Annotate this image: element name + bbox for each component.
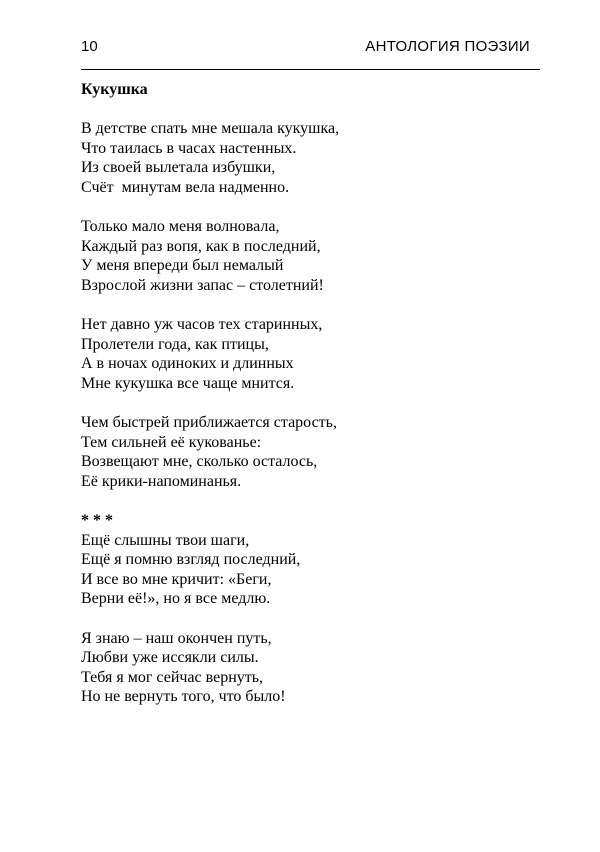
poem-line: И все во мне кричит: «Беги, [81, 570, 272, 588]
poem-title: Кукушка [81, 81, 148, 98]
stanza-5 [81, 511, 521, 609]
stanza-1 [81, 119, 521, 197]
page-content [81, 80, 521, 727]
poem-line: Верни её!», но я все медлю. [81, 590, 271, 608]
poem-line: Но не вернуть того, что было! [81, 688, 286, 706]
poem-line: Я знаю – наш окончен путь, [81, 629, 272, 647]
poem-line: Ещё я помню взгляд последний, [81, 551, 301, 569]
poem-separator: * * * [81, 512, 113, 530]
stanza-4 [81, 413, 521, 491]
book-title: АНТОЛОГИЯ ПОЭЗИИ [365, 38, 530, 55]
header-divider [81, 69, 540, 70]
poem-line: Тем сильней её кукованье: [81, 433, 262, 451]
poem-line: Тебя я мог сейчас вернуть, [81, 668, 264, 686]
stanza-2 [81, 217, 521, 295]
poem-line: Её крики-напоминанья. [81, 472, 242, 490]
poem-line: Нет давно уж часов тех старинных, [81, 316, 323, 334]
stanza-3 [81, 315, 521, 393]
poem-line: Взрослой жизни запас – столетний! [81, 276, 324, 294]
poem-line: А в ночах одиноких и длинных [81, 355, 294, 373]
poem-line: Каждый раз вопя, как в последний, [81, 237, 321, 255]
poem-line: В детстве спать мне мешала кукушка, [81, 120, 340, 138]
poem-line: Мне кукушка все чаще мнится. [81, 374, 295, 392]
poem-line: Чем быстрей приближается старость, [81, 414, 337, 432]
poem-line: Пролетели года, как птицы, [81, 335, 269, 353]
poem-line: Счёт минутам вела надменно. [81, 178, 290, 196]
poem-line: У меня впереди был немалый [81, 257, 284, 275]
poem-line: Любви уже иссякли силы. [81, 649, 259, 667]
poem-line: Из своей вылетала избушки, [81, 159, 276, 177]
stanza-6 [81, 629, 521, 707]
poem-line: Только мало меня волновала, [81, 218, 280, 236]
poem-line: Что таилась в часах настенных. [81, 139, 297, 157]
poem-line: Ещё слышны твои шаги, [81, 531, 250, 549]
running-header [81, 36, 540, 58]
poem-line: Возвещают мне, сколько осталось, [81, 453, 318, 471]
page-number: 10 [81, 38, 98, 55]
